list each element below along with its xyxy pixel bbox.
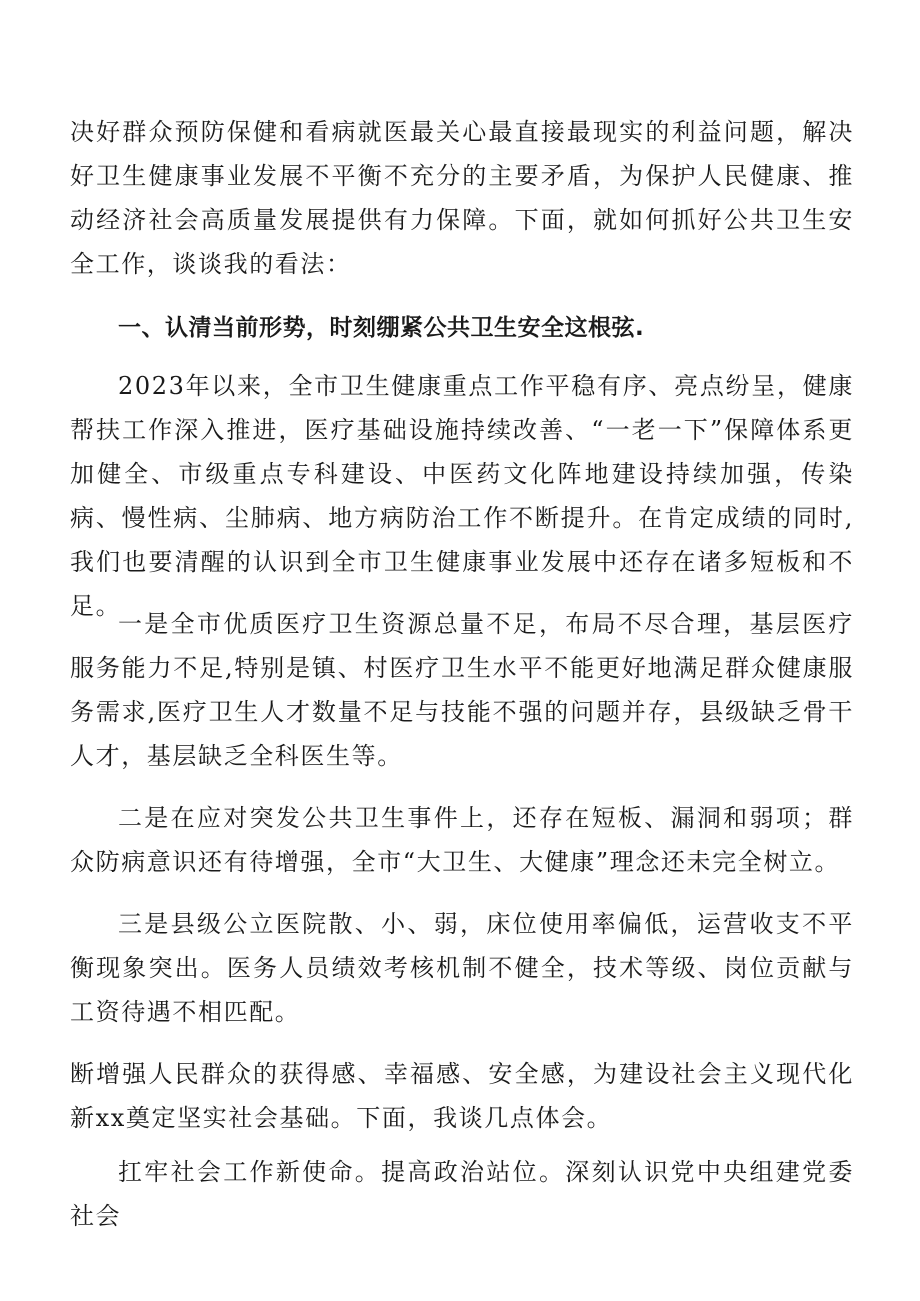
paragraph-social-work: 扛牢社会工作新使命。提高政治站位。深刻认识党中央组建党委社会 [70,1158,854,1230]
paragraph-intro: 决好群众预防保健和看病就医最关心最直接最现实的利益问题，解决好卫生健康事业发展不平衡不充分的主要矛盾，为保护人民健康、推动经济社会高质量发展提供有力保障。下面，就如何抓好公共卫生安全工作，谈谈我的看法： [70,118,854,278]
paragraph-issue-one: 一是全市优质医疗卫生资源总量不足，布局不尽合理，基层医疗服务能力不足,特别是镇、村医疗卫生水平不能更好地满足群众健康服务需求,医疗卫生人才数量不足与技能不强的问题并存，县级缺乏骨干人才，基层缺乏全科医生等。 [70,610,854,770]
paragraph-issue-two: 二是在应对突发公共卫生事件上，还存在短板、漏洞和弱项；群众防病意识还有待增强，全市“大卫生、大健康”理念还未完全树立。 [70,804,854,876]
section-heading-1: 一、认清当前形势，时刻绷紧公共卫生安全这根弦. [118,315,645,341]
paragraph-continuation: 断增强人民群众的获得感、幸福感、安全感，为建设社会主义现代化新xx奠定坚实社会基础。下面，我谈几点体会。 [70,1060,854,1132]
paragraph-issue-three: 三是县级公立医院散、小、弱，床位使用率偏低，运营收支不平衡现象突出。医务人员绩效考核机制不健全，技术等级、岗位贡献与工资待遇不相匹配。 [70,910,854,1026]
paragraph-situation: 2023年以来，全市卫生健康重点工作平稳有序、亮点纷呈，健康帮扶工作深入推进，医疗基础设施持续改善、“一老一下”保障体系更加健全、市级重点专科建设、中医药文化阵地建设持续加强，传染病、慢性病、尘肺病、地方病防治工作不断提升。在肯定成绩的同时,我们也要清醒的认识到全市卫生健康事业发展中还存在诸多短板和不足。 [70,372,854,620]
